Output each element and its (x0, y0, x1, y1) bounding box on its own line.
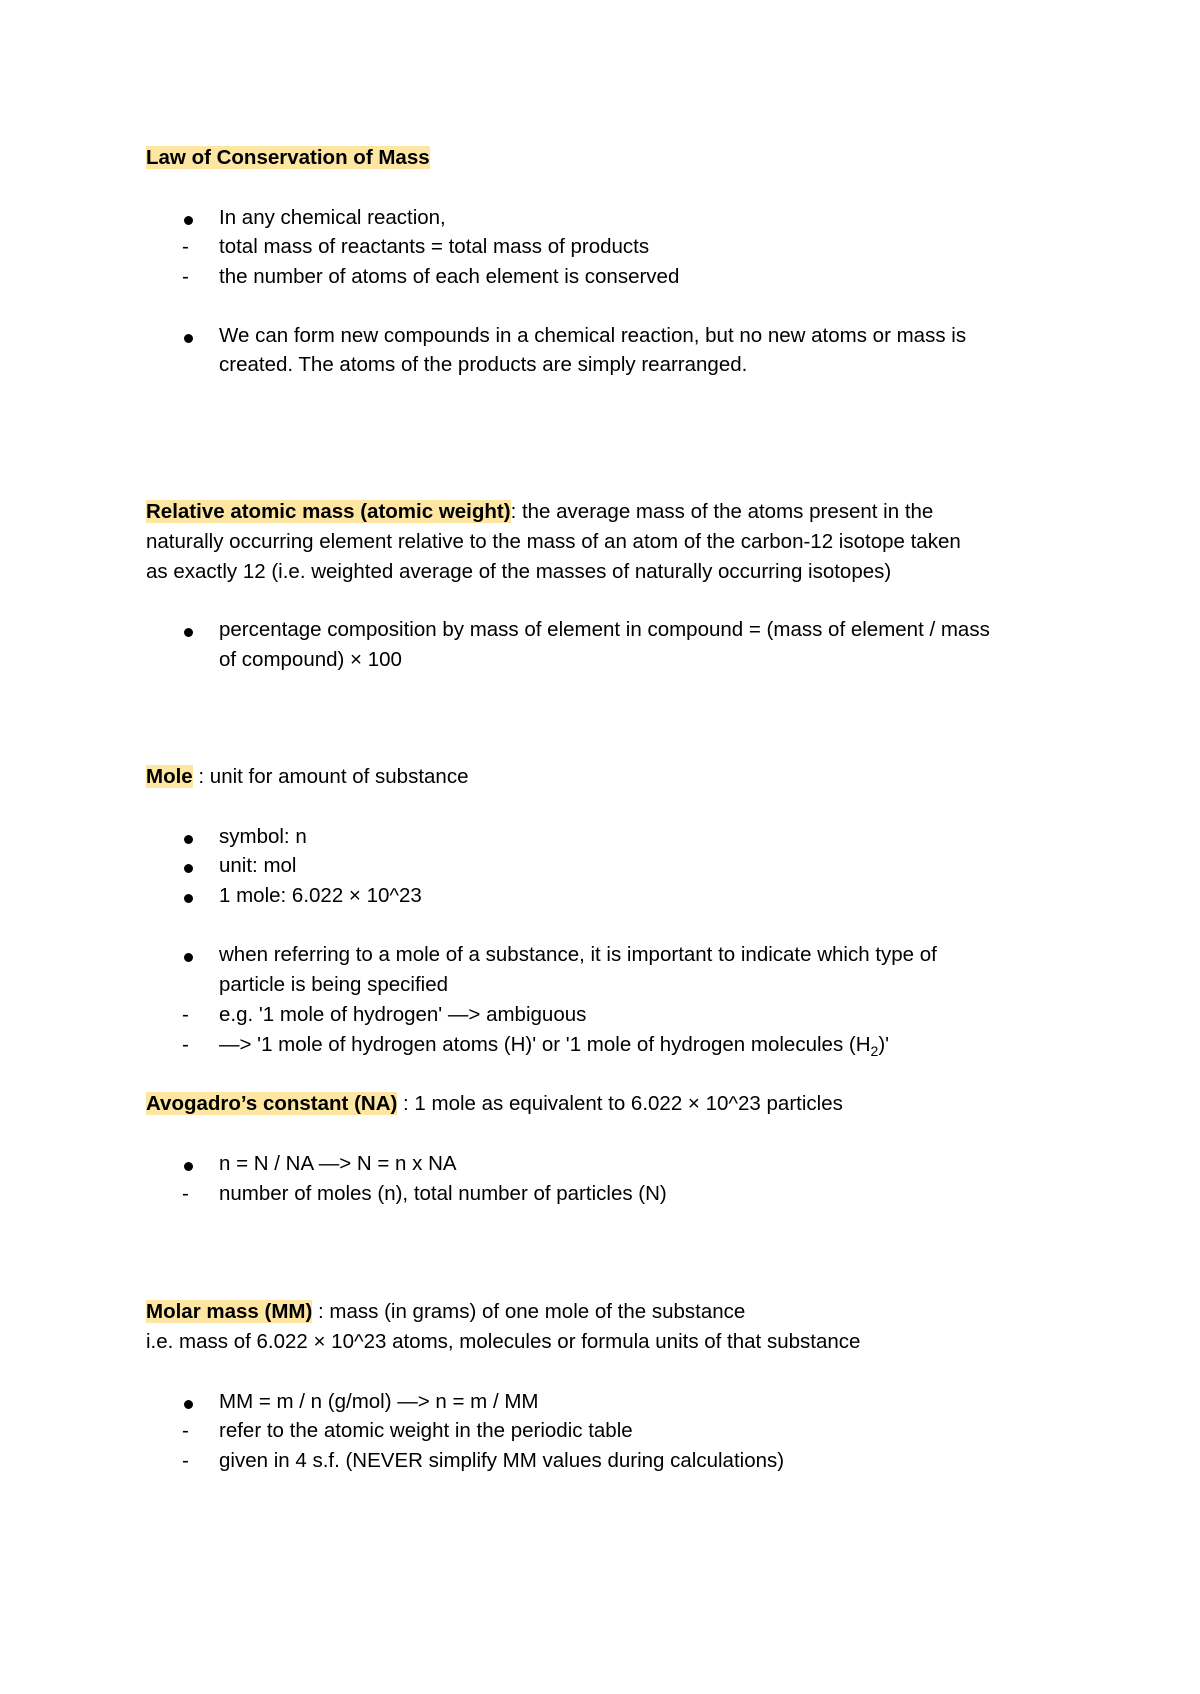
bullet-icon (184, 1400, 193, 1409)
list-item: 1 mole: 6.022 × 10^23 (219, 884, 422, 907)
subscript: 2 (870, 1043, 879, 1060)
paragraph-line: as exactly 12 (i.e. weighted average of the masses of naturally occurring isotopes) (146, 560, 892, 583)
list-item-continuation: particle is being specified (219, 973, 449, 996)
definition-molar-mass (146, 1297, 745, 1327)
list-item: We can form new compounds in a chemical reaction, but no new atoms or mass is (219, 324, 967, 347)
list-item: when referring to a mole of a substance, it is important to indicate which type of (219, 943, 937, 966)
dash-icon: - (182, 1182, 189, 1205)
heading-conservation-of-mass (146, 143, 430, 173)
dash-icon: - (182, 235, 189, 258)
list-item-continuation: of compound) × 100 (219, 648, 402, 671)
highlighted-term: Avogadro’s constant (NA) (146, 1092, 398, 1115)
highlighted-term: Relative atomic mass (atomic weight) (146, 500, 511, 523)
list-item: number of moles (n), total number of particles (N) (219, 1182, 667, 1205)
definition-text: : 1 mole as equivalent to 6.022 × 10^23 particles (397, 1092, 843, 1115)
highlighted-term: Law of Conservation of Mass (146, 146, 430, 169)
list-item: In any chemical reaction, (219, 206, 446, 229)
bullet-icon (184, 628, 193, 637)
list-item (219, 1030, 889, 1060)
definition-text: : unit for amount of substance (192, 765, 469, 788)
definition-mole (146, 762, 468, 792)
bullet-icon (184, 953, 193, 962)
list-item-text: —> '1 mole of hydrogen atoms (H)' or '1 mole of hydrogen molecules (H (219, 1033, 871, 1056)
definition-relative-atomic-mass (146, 497, 933, 527)
list-item: given in 4 s.f. (NEVER simplify MM values during calculations) (219, 1449, 785, 1472)
bullet-icon (184, 835, 193, 844)
highlighted-term: Molar mass (MM) (146, 1300, 313, 1323)
list-item-text: )' (878, 1033, 890, 1056)
paragraph-line: i.e. mass of 6.022 × 10^23 atoms, molecules or formula units of that substance (146, 1330, 861, 1353)
bullet-icon (184, 216, 193, 225)
list-item: percentage composition by mass of element in compound = (mass of element / mass (219, 618, 990, 641)
definition-text: : the average mass of the atoms present in the (510, 500, 934, 523)
list-item: e.g. '1 mole of hydrogen' —> ambiguous (219, 1003, 587, 1026)
list-item: unit: mol (219, 854, 297, 877)
list-item: n = N / NA —> N = n x NA (219, 1152, 457, 1175)
list-item-continuation: created. The atoms of the products are simply rearranged. (219, 353, 748, 376)
definition-text: : mass (in grams) of one mole of the substance (312, 1300, 746, 1323)
definition-avogadro-constant (146, 1089, 843, 1119)
list-item: total mass of reactants = total mass of products (219, 235, 650, 258)
highlighted-term: Mole (146, 765, 193, 788)
bullet-icon (184, 334, 193, 343)
list-item: refer to the atomic weight in the periodic table (219, 1419, 633, 1442)
dash-icon: - (182, 1419, 189, 1442)
dash-icon: - (182, 265, 189, 288)
list-item: MM = m / n (g/mol) —> n = m / MM (219, 1390, 539, 1413)
list-item: symbol: n (219, 825, 307, 848)
dash-icon: - (182, 1449, 189, 1472)
bullet-icon (184, 864, 193, 873)
paragraph-line: naturally occurring element relative to the mass of an atom of the carbon-12 isotope taken (146, 530, 961, 553)
dash-icon: - (182, 1033, 189, 1056)
bullet-icon (184, 894, 193, 903)
list-item: the number of atoms of each element is conserved (219, 265, 680, 288)
bullet-icon (184, 1162, 193, 1171)
dash-icon: - (182, 1003, 189, 1026)
